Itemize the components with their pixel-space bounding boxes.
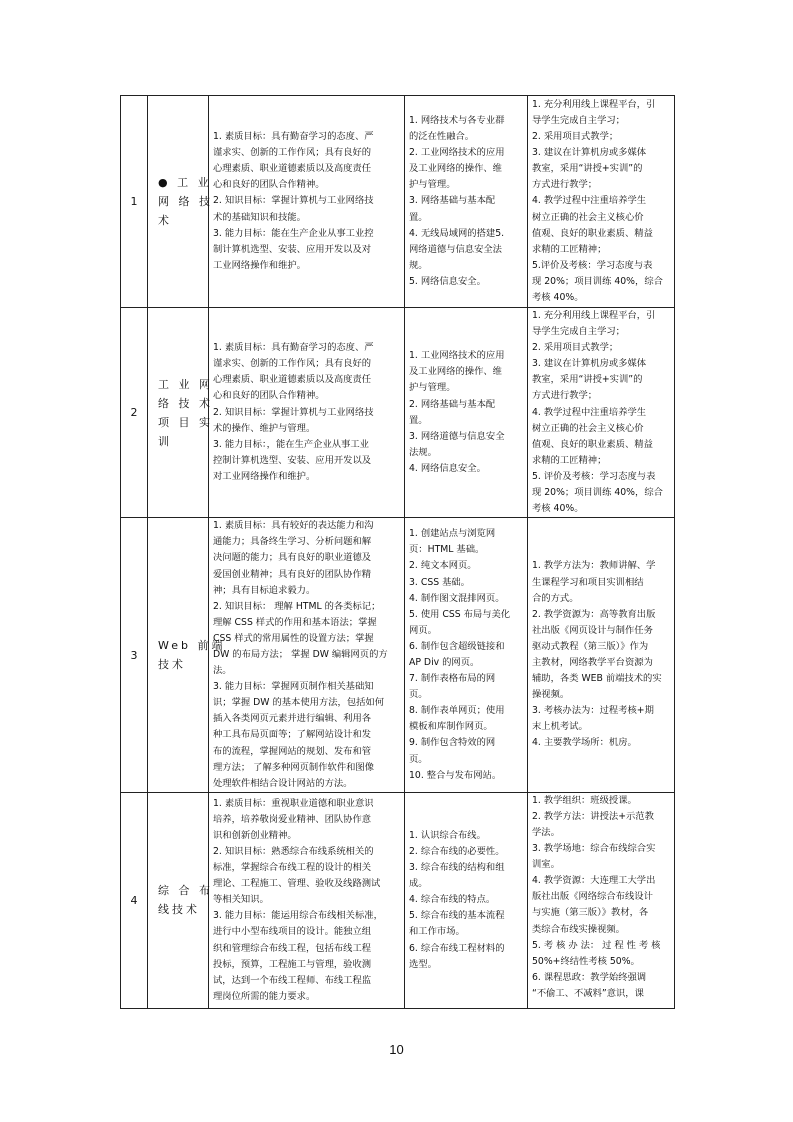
course-objectives-line: 控制计算机选型、安装、应用开发以及 bbox=[213, 454, 372, 466]
teaching-requirements-line: 1. 教学方法为：教师讲解、学 bbox=[532, 560, 656, 572]
course-objectives-line: 织和管理综合布线工程，包括布线工程 bbox=[213, 942, 372, 954]
teaching-requirements-line: 1. 充分利用线上课程平台，引 bbox=[532, 310, 656, 321]
main-content-line: 和工作市场。 bbox=[409, 926, 465, 938]
teaching-requirements-line: 50%+终结性考核 50%。 bbox=[532, 955, 640, 967]
course-objectives-line: CSS 样式的常用属性的设置方法；掌握 bbox=[213, 632, 374, 644]
main-content-line: 3. 综合布线的结构和组 bbox=[409, 862, 505, 874]
teaching-requirements-line: 生课程学习和项目实训相结 bbox=[532, 576, 644, 588]
main-content-line: 置。 bbox=[409, 414, 428, 426]
curriculum-table bbox=[120, 95, 675, 1009]
teaching-requirements-line: 导学生完成自主学习； bbox=[532, 114, 625, 126]
teaching-requirements-cell bbox=[528, 518, 675, 793]
course-objectives-line: 处理软件相结合设计网站的方法。 bbox=[213, 777, 353, 789]
main-content-line: 1. 创建站点与浏览网 bbox=[409, 528, 496, 540]
table-row bbox=[121, 308, 675, 518]
teaching-requirements-line: 2. 采用项目式教学； bbox=[532, 131, 619, 143]
course-objectives-line: 制计算机选型、安装、应用开发以及对 bbox=[213, 243, 372, 255]
main-content-line: 2. 综合布线的必要性。 bbox=[409, 845, 505, 857]
teaching-requirements-line: 2. 采用项目式教学； bbox=[532, 342, 619, 354]
row-number: 4 bbox=[130, 893, 138, 907]
teaching-requirements-line: 3. 建议在计算机房或多媒体 bbox=[532, 358, 647, 370]
course-objectives-line: 进行中小型布线项目的设计。能独立组 bbox=[213, 926, 372, 938]
course-objectives-line: 3. 能力目标：，能在生产企业从事工业 bbox=[213, 438, 369, 450]
teaching-requirements-line: 1. 充分利用线上课程平台，引 bbox=[532, 98, 656, 110]
main-content-line: 的泛在性融合。 bbox=[409, 131, 475, 143]
course-objectives-line: 理论、工程施工、管理、验收及线路测试 bbox=[213, 878, 381, 890]
course-objectives-line: 术的基础知识和技能。 bbox=[213, 211, 306, 223]
table-row bbox=[121, 518, 675, 793]
teaching-requirements-line: 末上机考试。 bbox=[532, 721, 588, 733]
course-name-line: 项 目 实 bbox=[158, 415, 213, 429]
main-content-line: 选型。 bbox=[409, 958, 437, 970]
teaching-requirements-line: 学法。 bbox=[532, 827, 560, 838]
course-objectives-line: 2. 知识目标：掌握计算机与工业网络技 bbox=[213, 406, 374, 418]
main-content-line: 5. 综合布线的基本流程 bbox=[409, 910, 505, 922]
teaching-requirements-line: 现 20%；项目训练 40%，综合 bbox=[532, 275, 663, 287]
teaching-requirements-line: 5. 考 核 办 法： 过 程 性 考 核 bbox=[532, 939, 661, 951]
teaching-requirements-line: 驱动式教程（第三版）》作为 bbox=[532, 640, 649, 652]
main-content-line: 4. 网络信息安全。 bbox=[409, 462, 486, 474]
main-content-line: 3. 网络道德与信息安全 bbox=[409, 430, 505, 442]
course-objectives-line: 标准，掌握综合布线工程的设计的相关 bbox=[213, 862, 372, 874]
course-objectives-line: 谨求实、创新的工作作风；具有良好的 bbox=[213, 358, 372, 370]
teaching-requirements-line: 4. 主要教学场所：机房。 bbox=[532, 737, 637, 749]
main-content-line: 置。 bbox=[409, 211, 428, 223]
teaching-requirements-line: 4. 教学过程中注重培养学生 bbox=[532, 195, 647, 207]
course-objectives-line: 2. 知识目标：熟悉综合布线系统相关的 bbox=[213, 845, 374, 857]
main-content-line: 页。 bbox=[409, 753, 428, 765]
course-name-cell bbox=[148, 308, 213, 518]
main-content-line: 护与管理。 bbox=[409, 179, 456, 191]
course-objectives-line: 心理素质、职业道德素质以及高度责任 bbox=[213, 374, 372, 386]
course-name-line: 技术 bbox=[158, 658, 186, 672]
teaching-requirements-line: 辅助，各类 WEB 前端技术的实 bbox=[532, 673, 662, 685]
main-content-line: 规。 bbox=[409, 259, 428, 271]
main-content-line: 及工业网络的操作、维 bbox=[409, 163, 502, 175]
teaching-requirements-line: 3. 建议在计算机房或多媒体 bbox=[532, 147, 647, 159]
course-objectives-line: 2. 知识目标： 理解 HTML 的各类标记； bbox=[213, 600, 381, 612]
course-name-line: 综 合 布 bbox=[158, 884, 213, 898]
teaching-requirements-line: 合的方式。 bbox=[532, 592, 579, 604]
main-content-line: 法规。 bbox=[409, 446, 437, 458]
course-objectives-line: 等相关知识。 bbox=[213, 894, 269, 906]
course-objectives-line: 爱国创业精神；具有良好的团队协作精 bbox=[213, 568, 372, 580]
row-number: 3 bbox=[130, 648, 138, 662]
teaching-requirements-line: 操视频。 bbox=[532, 689, 570, 701]
teaching-requirements-line: 训室。 bbox=[532, 859, 560, 871]
main-content-line: 6. 制作包含超级链接和 bbox=[409, 640, 505, 652]
course-objectives-line: 3. 能力目标：能运用综合布线相关标准， bbox=[213, 910, 383, 922]
teaching-requirements-line: 2. 教学方法：讲授法+示范教 bbox=[532, 810, 654, 822]
row-number-cell bbox=[121, 308, 148, 518]
course-objectives-line: 1. 素质目标：具有勤奋学习的态度、严 bbox=[213, 342, 374, 354]
teaching-requirements-line: 树立正确的社会主义核心价 bbox=[532, 211, 644, 223]
teaching-requirements-line: 教室，采用“讲授+实训”的 bbox=[532, 163, 643, 175]
course-objectives-line: 2. 知识目标：掌握计算机与工业网络技 bbox=[213, 195, 374, 207]
teaching-requirements-line: 求精的工匠精神； bbox=[532, 243, 607, 255]
main-content-line: 及工业网络的操作、维 bbox=[409, 366, 502, 378]
teaching-requirements-cell bbox=[528, 96, 675, 308]
teaching-requirements-line: “不偷工、不减料”意识，课 bbox=[532, 987, 644, 999]
teaching-requirements-line: 社出版《网页设计与制作任务 bbox=[532, 624, 653, 636]
teaching-requirements-line: 方式进行教学； bbox=[532, 179, 598, 191]
main-content-line: 1. 认识综合布线。 bbox=[409, 829, 486, 841]
teaching-requirements-line: 3. 考核办法为：过程考核+期 bbox=[532, 705, 654, 717]
course-objectives-line: 3. 能力目标：能在生产企业从事工业控 bbox=[213, 227, 374, 239]
course-objectives-line: 识和创新创业精神。 bbox=[213, 829, 297, 841]
main-content-line: 4. 制作图文混排网页。 bbox=[409, 592, 505, 604]
row-number-cell bbox=[121, 792, 148, 1008]
main-content-line: 成。 bbox=[409, 878, 428, 890]
teaching-requirements-line: 树立正确的社会主义核心价 bbox=[532, 422, 644, 434]
main-content-line: 1. 工业网络技术的应用 bbox=[409, 350, 505, 362]
row-number: 1 bbox=[130, 195, 138, 208]
course-name-line: 线技术 bbox=[158, 903, 200, 917]
main-content-line: 9. 制作包含特效的网 bbox=[409, 737, 496, 749]
teaching-requirements-line: 方式进行教学； bbox=[532, 390, 598, 402]
main-content-line: 网络道德与信息安全法 bbox=[409, 243, 502, 255]
course-objectives-cell bbox=[209, 518, 405, 793]
course-objectives-line: 3. 能力目标：掌握网页制作相关基础知 bbox=[213, 681, 374, 693]
main-content-line: 1. 网络技术与各专业群 bbox=[409, 114, 505, 126]
teaching-requirements-line: 3. 教学场地：综合布线综合实 bbox=[532, 843, 656, 855]
teaching-requirements-line: 4. 教学资源：大连理工大学出 bbox=[532, 875, 656, 887]
main-content-line: 4. 综合布线的特点。 bbox=[409, 894, 496, 906]
teaching-requirements-line: 值观、良好的职业素质、精益 bbox=[532, 438, 653, 450]
main-content-cell bbox=[405, 308, 528, 518]
course-objectives-line: 心和良好的团队合作精神。 bbox=[213, 390, 325, 402]
course-name-line: 络 技 术 bbox=[158, 396, 213, 410]
course-name-cell bbox=[148, 792, 213, 1008]
teaching-requirements-line: 现 20%；项目训练 40%，综合 bbox=[532, 487, 663, 499]
course-objectives-cell bbox=[209, 308, 405, 518]
main-content-line: 6. 综合布线工程材料的 bbox=[409, 942, 505, 954]
teaching-requirements-line: 5. 评价及考核：学习态度与表 bbox=[532, 470, 656, 482]
course-objectives-line: 种工具布局页面等；了解网站设计和发 bbox=[213, 729, 372, 741]
teaching-requirements-line: 1. 教学组织：班级授课。 bbox=[532, 794, 637, 806]
course-objectives-line: 理方法； 了解多种网页制作软件和图像 bbox=[213, 761, 375, 773]
teaching-requirements-line: 求精的工匠精神； bbox=[532, 454, 607, 466]
course-objectives-cell bbox=[209, 792, 405, 1008]
course-objectives-line: DW 的布局方法； 掌握 DW 编辑网页的方 bbox=[213, 648, 388, 660]
row-number: 2 bbox=[130, 406, 138, 420]
course-objectives-line: 神；具有目标追求毅力。 bbox=[213, 584, 316, 596]
teaching-requirements-line: 类综合布线实操视频。 bbox=[532, 923, 625, 935]
row-number-cell bbox=[121, 518, 148, 793]
table-row bbox=[121, 96, 675, 308]
course-objectives-line: 工业网络操作和维护。 bbox=[213, 259, 306, 271]
course-name-line: 工 业 网 bbox=[158, 377, 213, 391]
teaching-requirements-line: 6. 课程思政：教学始终强调 bbox=[532, 971, 647, 983]
main-content-line: 10. 整合与发布网站。 bbox=[409, 769, 502, 781]
course-objectives-line: 布的流程，掌握网站的规划、发布和管 bbox=[213, 745, 372, 757]
main-content-line: 网页。 bbox=[409, 624, 437, 636]
main-content-line: 2. 网络基础与基本配 bbox=[409, 398, 496, 410]
teaching-requirements-line: 版社出版《网络综合布线设计 bbox=[532, 891, 653, 903]
course-objectives-line: 通能力；具备终生学习、分析问题和解 bbox=[213, 536, 372, 548]
course-objectives-line: 决问题的能力；具有良好的职业道德及 bbox=[213, 552, 372, 564]
main-content-line: 8. 制作表单网页；使用 bbox=[409, 705, 505, 717]
course-objectives-line: 术的操作、维护与管理。 bbox=[213, 422, 316, 434]
teaching-requirements-line: 考核 40%。 bbox=[532, 292, 584, 304]
teaching-requirements-line: 教室，采用“讲授+实训”的 bbox=[532, 374, 643, 386]
teaching-requirements-line: 值观、良好的职业素质、精益 bbox=[532, 227, 653, 239]
table-row bbox=[121, 792, 675, 1008]
course-objectives-line: 谨求实、创新的工作作风；具有良好的 bbox=[213, 147, 372, 159]
course-objectives-line: 培养，培养敬岗爱业精神、团队协作意 bbox=[213, 813, 372, 825]
course-objectives-line: 1. 素质目标：重视职业道德和职业意识 bbox=[213, 797, 374, 809]
course-objectives-line: 试，达到一个布线工程师、布线工程监 bbox=[213, 974, 372, 986]
course-objectives-line: 法。 bbox=[213, 665, 232, 677]
main-content-line: 5. 使用 CSS 布局与美化 bbox=[409, 608, 511, 620]
course-objectives-line: 理岗位所需的能力要求。 bbox=[213, 990, 316, 1002]
course-name-line: ● 工 业 bbox=[158, 176, 212, 189]
main-content-line: 4. 无线局域网的搭建5. bbox=[409, 227, 505, 239]
course-objectives-line: 1. 素质目标：具有勤奋学习的态度、严 bbox=[213, 131, 374, 143]
teaching-requirements-cell bbox=[528, 308, 675, 518]
main-content-line: 2. 工业网络技术的应用 bbox=[409, 147, 505, 159]
course-objectives-line: 识；掌握 DW 的基本使用方法，包括如何 bbox=[213, 697, 385, 709]
course-objectives-cell bbox=[209, 96, 405, 308]
teaching-requirements-line: 与实施（第三版）》教材，各 bbox=[532, 907, 649, 919]
main-content-line: 护与管理。 bbox=[409, 382, 456, 394]
course-name-line: 术 bbox=[158, 214, 172, 227]
course-name-cell bbox=[148, 96, 213, 308]
course-name-line: Web 前端 bbox=[158, 639, 226, 653]
teaching-requirements-cell bbox=[528, 792, 675, 1008]
main-content-cell bbox=[405, 96, 528, 308]
main-content-line: 7. 制作表格布局的网 bbox=[409, 673, 496, 685]
main-content-line: 页。 bbox=[409, 689, 428, 701]
course-objectives-line: 对工业网络操作和维护。 bbox=[213, 470, 316, 482]
teaching-requirements-line: 导学生完成自主学习； bbox=[532, 326, 625, 338]
main-content-line: AP Div 的网页。 bbox=[409, 657, 480, 669]
main-content-line: 3. 网络基础与基本配 bbox=[409, 195, 496, 207]
main-content-line: 页：HTML 基础。 bbox=[409, 544, 485, 556]
course-objectives-line: 插入各类网页元素并进行编辑、利用各 bbox=[213, 713, 372, 725]
teaching-requirements-line: 主教材，网络教学平台资源为 bbox=[532, 657, 653, 669]
teaching-requirements-line: 考核 40%。 bbox=[532, 503, 584, 515]
course-objectives-line: 1. 素质目标：具有较好的表达能力和沟 bbox=[213, 520, 374, 532]
main-content-cell bbox=[405, 518, 528, 793]
page-number: 10 bbox=[389, 1042, 404, 1057]
course-objectives-line: 理解 CSS 样式的作用和基本语法；掌握 bbox=[213, 616, 377, 628]
main-content-line: 模板和库制作网页。 bbox=[409, 721, 493, 733]
course-name-line: 训 bbox=[158, 434, 172, 448]
course-objectives-line: 投标，预算，工程施工与管理，验收测 bbox=[213, 958, 372, 970]
teaching-requirements-line: 2. 教学资源为：高等教育出版 bbox=[532, 608, 656, 620]
row-number-cell bbox=[121, 96, 148, 308]
main-content-line: 5. 网络信息安全。 bbox=[409, 275, 486, 287]
course-name-line: 网 络 技 bbox=[158, 195, 213, 208]
course-objectives-line: 心理素质、职业道德素质以及高度责任 bbox=[213, 163, 372, 175]
main-content-cell bbox=[405, 792, 528, 1008]
main-content-line: 2. 纯文本网页。 bbox=[409, 560, 477, 572]
course-name-cell bbox=[148, 518, 226, 793]
main-content-line: 3. CSS 基础。 bbox=[409, 576, 470, 588]
teaching-requirements-line: 4. 教学过程中注重培养学生 bbox=[532, 406, 647, 418]
teaching-requirements-line: 5.评价及考核：学习态度与表 bbox=[532, 259, 653, 271]
course-objectives-line: 心和良好的团队合作精神。 bbox=[213, 179, 325, 191]
